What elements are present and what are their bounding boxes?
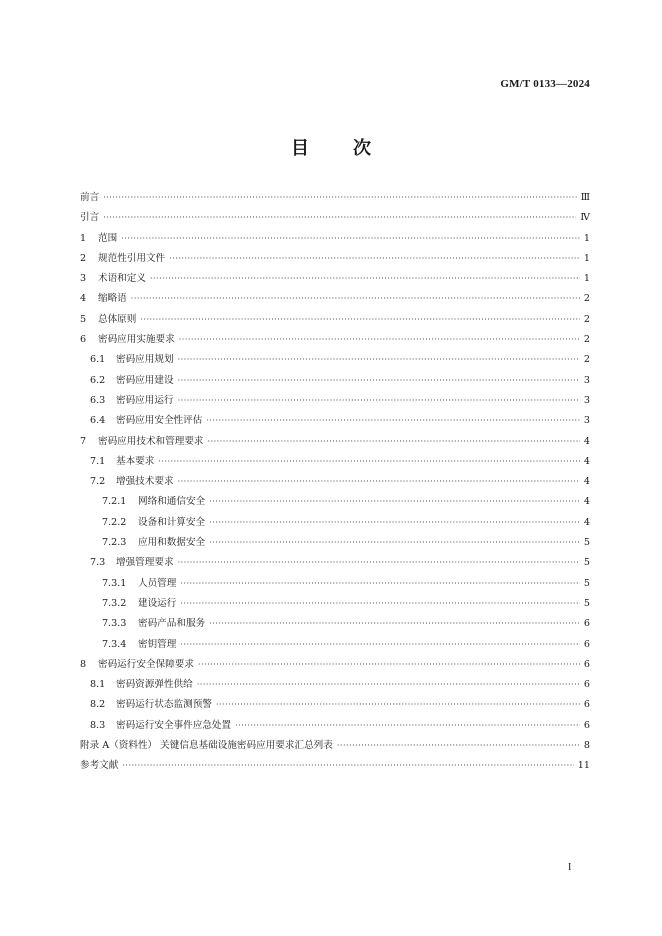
toc-leader-dots [178, 472, 580, 492]
toc-leader-dots [209, 533, 580, 553]
toc-leader-dots [178, 371, 580, 391]
page-title [0, 134, 662, 160]
toc-entry[interactable] [80, 716, 590, 736]
toc-entry-page: 1 [583, 273, 590, 285]
toc-entry[interactable] [80, 472, 590, 492]
toc-entry[interactable] [80, 411, 590, 431]
toc-entry[interactable] [80, 452, 590, 472]
toc-entry-number: 7.2.1 [102, 496, 127, 508]
toc-entry-number: 8 [80, 658, 87, 670]
toc-leader-dots [178, 553, 580, 573]
toc-leader-dots [131, 289, 580, 309]
toc-entry[interactable] [80, 756, 590, 776]
toc-entry-number: 7.3.1 [102, 577, 127, 589]
toc-entry-page: 6 [583, 638, 590, 650]
toc-entry-number: 7.2 [90, 476, 106, 488]
toc-entry-number: 5 [80, 313, 87, 325]
toc-entry[interactable] [80, 492, 590, 512]
toc-entry-page: 1 [583, 252, 590, 264]
toc-entry-number: 8.1 [90, 679, 106, 691]
toc-entry-page: 6 [583, 679, 590, 691]
toc-leader-dots [122, 756, 573, 776]
toc-entry-label: 前言 [80, 192, 100, 203]
toc-entry-page: 3 [583, 374, 590, 386]
toc-leader-dots [198, 655, 580, 675]
toc-entry-number: 7.1 [90, 455, 106, 467]
toc-entry-label: 建设运行 [138, 597, 177, 609]
toc-entry-page: 6 [583, 658, 590, 670]
toc-entry-page: 6 [583, 618, 590, 630]
toc-entry[interactable] [80, 695, 590, 715]
toc-entry-number: 7.2.2 [102, 516, 127, 528]
toc-entry[interactable] [80, 289, 590, 309]
toc-entry-number: 6.2 [90, 374, 106, 386]
toc-leader-dots [180, 574, 580, 594]
standard-code: GM/T 0133—2024 [500, 78, 590, 90]
toc-leader-dots [121, 229, 580, 249]
toc-entry-label: 密钥管理 [138, 638, 177, 650]
toc-entry-number: 8.3 [90, 719, 106, 731]
toc-entry-label: 人员管理 [138, 577, 177, 589]
toc-entry-label: 引言 [80, 212, 100, 224]
toc-entry-label: 增强技术要求 [116, 476, 174, 488]
toc-entry-number: 7.2.3 [102, 537, 127, 549]
toc-leader-dots [158, 452, 580, 472]
toc-entry-label: 密码运行安全事件应急处置 [116, 719, 232, 731]
toc-entry-page: 2 [583, 293, 590, 305]
toc-entry-label: 密码产品和服务 [138, 618, 206, 630]
toc-leader-dots [337, 736, 580, 756]
toc-leader-dots [178, 350, 580, 370]
toc-entry-label: 密码应用运行 [116, 394, 174, 406]
toc-entry-page: 2 [583, 354, 590, 366]
toc-entry[interactable] [80, 574, 590, 594]
toc-entry[interactable] [80, 594, 590, 614]
toc-entry-page: 6 [583, 699, 590, 711]
toc-entry-label: 应用和数据安全 [138, 537, 206, 549]
toc-entry-page: 4 [583, 476, 590, 488]
toc-entry[interactable] [80, 269, 590, 289]
toc-entry-label: 密码应用技术和管理要求 [98, 435, 204, 447]
toc-entry-number: 6.3 [90, 394, 106, 406]
toc-entry-label: 密码运行安全保障要求 [98, 658, 194, 670]
toc-entry-label: 术语和定义 [98, 273, 146, 285]
toc-entry-number: 8.2 [90, 699, 106, 711]
toc-entry-number: 2 [80, 252, 87, 264]
toc-entry-page: 4 [583, 516, 590, 528]
toc-entry-label: 规范性引用文件 [98, 252, 166, 264]
toc-entry[interactable] [80, 229, 590, 249]
toc-entry-label: 设备和计算安全 [138, 516, 206, 528]
toc-entry-label: 附录 A（资料性） 关键信息基础设施密码应用要求汇总列表 [80, 740, 333, 752]
toc-leader-dots [140, 310, 580, 330]
toc-entry[interactable] [80, 513, 590, 533]
toc-entry-label: 网络和通信安全 [138, 496, 206, 508]
toc-leader-dots [103, 208, 576, 228]
toc-entry-number: 6.4 [90, 415, 106, 427]
toc-entry-number: 7.3.3 [102, 618, 127, 630]
title-char-2: 次 [353, 138, 371, 159]
toc-entry-page: 4 [583, 496, 590, 508]
toc-entry-number: 7.3.2 [102, 597, 127, 609]
toc-entry-page: 5 [583, 597, 590, 609]
toc-entry-page: 5 [583, 577, 590, 589]
toc-entry-number: 7.3 [90, 557, 106, 569]
title-char-1: 目 [291, 138, 309, 159]
toc-entry-label: 密码资源弹性供给 [116, 679, 193, 691]
toc-entry-page: 5 [583, 537, 590, 549]
toc-leader-dots [209, 614, 580, 634]
toc-entry-label: 基本要求 [116, 455, 155, 467]
toc-entry-label: 密码应用安全性评估 [116, 415, 203, 427]
toc-entry-label: 范围 [98, 232, 118, 244]
toc-entry-label: 缩略语 [98, 293, 127, 305]
toc-entry[interactable] [80, 188, 590, 208]
toc-entry-number: 1 [80, 232, 87, 244]
toc-leader-dots [209, 492, 580, 512]
toc-entry-label: 总体原则 [98, 313, 137, 325]
toc-entry[interactable] [80, 208, 590, 228]
toc-leader-dots [179, 330, 580, 350]
toc-entry-page: 4 [583, 435, 590, 447]
toc-entry-page: 5 [583, 557, 590, 569]
toc-leader-dots [180, 594, 580, 614]
toc-entry-page: 6 [583, 719, 590, 731]
toc-entry-label: 密码运行状态监测预警 [116, 699, 212, 711]
toc-entry[interactable] [80, 432, 590, 452]
toc-leader-dots [208, 432, 580, 452]
toc-entry[interactable] [80, 675, 590, 695]
toc-entry[interactable] [80, 310, 590, 330]
toc-entry-number: 3 [80, 273, 87, 285]
toc-entry-number: 7 [80, 435, 87, 447]
toc-entry[interactable] [80, 655, 590, 675]
toc-entry-page: 3 [583, 415, 590, 427]
toc-leader-dots [235, 716, 580, 736]
toc-leader-dots [209, 513, 580, 533]
toc-leader-dots [169, 249, 580, 269]
toc-entry[interactable] [80, 635, 590, 655]
toc-entry[interactable] [80, 371, 590, 391]
toc-entry[interactable] [80, 553, 590, 573]
toc-entry-label: 增强管理要求 [116, 557, 174, 569]
toc-entry-page: 2 [583, 313, 590, 325]
toc-entry-label: 密码应用建设 [116, 374, 174, 386]
table-of-contents [80, 188, 590, 777]
toc-entry-label: 密码应用实施要求 [98, 334, 175, 346]
toc-entry[interactable] [80, 391, 590, 411]
toc-entry-label: 密码应用规划 [116, 354, 174, 366]
toc-entry[interactable] [80, 249, 590, 269]
toc-leader-dots [206, 411, 580, 431]
toc-entry-page: 1 [583, 232, 590, 244]
toc-entry-label: 参考文献 [80, 760, 119, 772]
toc-entry-page: 8 [583, 740, 590, 752]
toc-entry[interactable] [80, 614, 590, 634]
toc-entry-number: 7.3.4 [102, 638, 127, 650]
toc-leader-dots [103, 188, 577, 208]
toc-leader-dots [180, 635, 580, 655]
footer-page-number: I [568, 862, 572, 873]
toc-entry[interactable] [80, 330, 590, 350]
toc-entry-number: 4 [80, 293, 87, 305]
toc-leader-dots [178, 391, 580, 411]
toc-entry-page: Ⅳ [580, 212, 590, 224]
toc-entry-number: 6 [80, 334, 87, 346]
toc-leader-dots [216, 695, 580, 715]
toc-entry[interactable] [80, 350, 590, 370]
toc-leader-dots [197, 675, 580, 695]
toc-entry-page: 11 [577, 760, 590, 772]
toc-entry-page: 3 [583, 394, 590, 406]
toc-entry[interactable] [80, 736, 590, 756]
toc-entry-page: 2 [583, 334, 590, 346]
toc-entry[interactable] [80, 533, 590, 553]
toc-entry-page: 4 [583, 455, 590, 467]
toc-entry-page: Ⅲ [580, 192, 590, 203]
toc-leader-dots [150, 269, 580, 289]
toc-entry-number: 6.1 [90, 354, 106, 366]
